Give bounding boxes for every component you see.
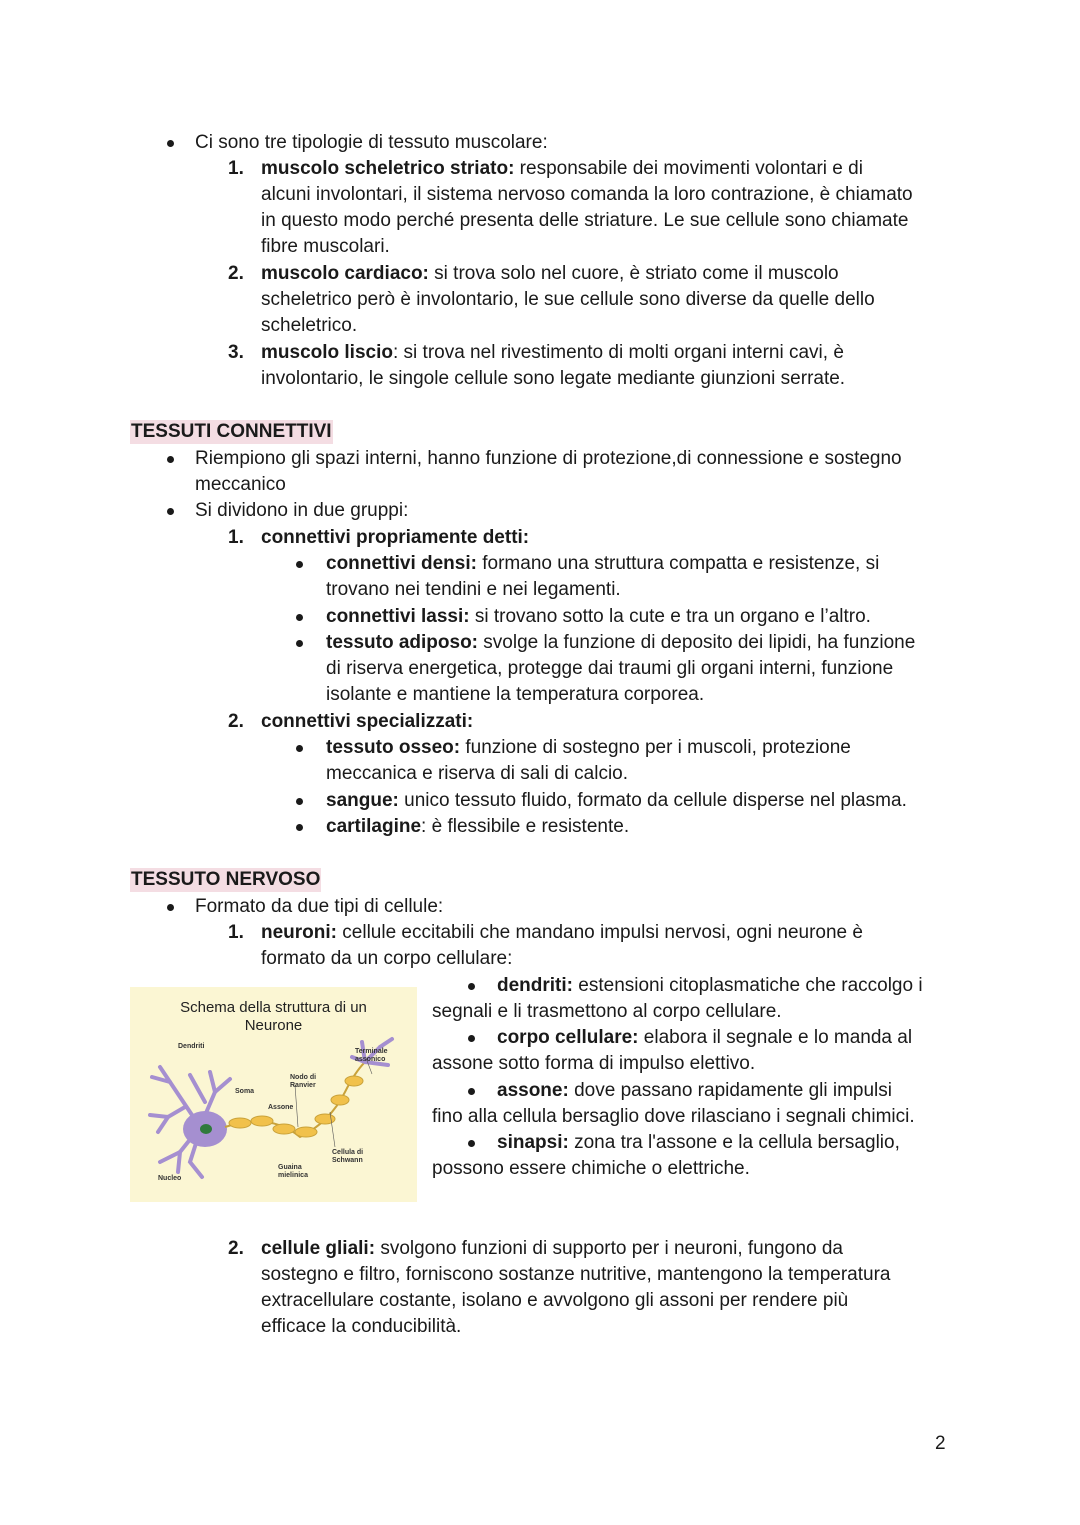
label-terminale-1: Terminale [355,1048,388,1055]
connective-bullet-1-line-1: Riempiono gli spazi interni, hanno funzione di protezione,di connessione e sostegno [195,448,902,469]
text: estensioni citoplasmatiche che raccolgo i [573,975,923,996]
term: muscolo liscio [261,342,393,363]
term: cellule gliali: [261,1238,376,1259]
term: sangue: [326,790,399,811]
bullet-dot [468,1140,475,1147]
bullet-dot [167,508,174,515]
muscle-item-1-line-2: alcuni involontari, il sistema nervoso comanda la loro contrazione, è chiamato [261,184,913,205]
text: elabora il segnale e lo manda al [638,1027,913,1048]
glia-line-3: extracellulare costante, isolano e avvolgono gli assoni per rendere più [261,1290,849,1311]
cartilage-line-1 [326,814,629,840]
term: corpo cellulare: [497,1027,639,1048]
text: zona tra l'assone e la cellula bersaglio, [568,1132,900,1153]
axon-line-1 [497,1078,892,1104]
adipose-line-2: di riserva energetica, protegge dai traumi gli organi interni, funzione [326,658,894,679]
section-heading-nervous: TESSUTO NERVOSO [131,869,321,890]
connective-bullet-1-line-2: meccanico [195,474,286,495]
label-nucleo: Nucleo [158,1175,182,1182]
glia-line-1 [261,1236,843,1262]
list-number: 1. [228,527,244,548]
term: muscolo scheletrico striato: [261,158,515,179]
muscle-item-2-line-3: scheletrico. [261,315,358,336]
bullet-dot [296,745,303,752]
neuron-diagram [130,987,417,1202]
section-heading-connective: TESSUTI CONNETTIVI [131,421,332,442]
text: unico tessuto fluido, formato da cellule disperse nel plasma. [398,790,907,811]
term: connettivi lassi: [326,606,470,627]
group-1-title: connettivi propriamente detti: [261,527,530,548]
muscle-item-2-line-2: scheletrico però è involontario, le sue cellule sono diverse da quelle dello [261,289,875,310]
list-number: 3. [228,342,244,363]
label-guaina-2: mielinica [278,1172,308,1179]
muscle-item-2-line-1 [261,261,839,287]
muscle-item-1-line-4: fibre muscolari. [261,236,390,257]
label-schwann-2: Schwann [332,1157,363,1164]
term: connettivi densi: [326,553,477,574]
muscle-intro: Ci sono tre tipologie di tessuto muscolare: [195,132,548,153]
list-number: 1. [228,158,244,179]
adipose-line-1 [326,630,915,656]
list-number: 2. [228,711,244,732]
term: neuroni: [261,922,337,943]
axon-line-2: fino alla cellula bersaglio dove rilasciano i segnali chimici. [432,1106,915,1127]
bullet-dot [167,904,174,911]
bullet-dot [296,798,303,805]
loose-line-1 [326,604,871,630]
term: dendriti: [497,975,573,996]
bullet-dot [167,140,174,147]
neurons-line-2: formato da un corpo cellulare: [261,948,513,969]
text: dove passano rapidamente gli impulsi [568,1080,892,1101]
bullet-dot [468,1035,475,1042]
glia-line-2: sostegno e filtro, forniscono sostanze nutritive, mantengono la temperatura [261,1264,891,1285]
group-2-title: connettivi specializzati: [261,711,474,732]
adipose-line-3: isolante e mantiene la temperatura corporea. [326,684,705,705]
text: svolgono funzioni di supporto per i neuroni, fungono da [375,1238,843,1259]
label-soma: Soma [235,1088,255,1095]
muscle-item-3-line-1 [261,340,844,366]
synapse-line-2: possono essere chimiche o elettriche. [432,1158,750,1179]
list-number: 2. [228,263,244,284]
term: muscolo cardiaco: [261,263,429,284]
cell-body-line-1 [497,1025,912,1051]
bullet-dot [167,456,174,463]
term: cartilagine [326,816,422,837]
neurons-line-1 [261,920,863,946]
bone-line-1 [326,735,851,761]
glia-line-4: efficace la conducibilità. [261,1316,462,1337]
page-number: 2 [935,1433,946,1454]
neuron-illustration [130,987,417,1202]
term: tessuto adiposo: [326,632,479,653]
nervous-bullet-1: Formato da due tipi di cellule: [195,896,444,917]
label-assone: Assone [268,1104,294,1111]
text: : è flessibile e resistente. [421,816,630,837]
text: responsabile dei movimenti volontari e di [514,158,863,179]
label-terminale-2: assonico [355,1056,386,1063]
figure-title-line-2: Neurone [244,1017,303,1034]
connective-bullet-2: Si dividono in due gruppi: [195,500,409,521]
muscle-item-1-line-1 [261,156,863,182]
label-nodo-2: Ranvier [290,1082,316,1089]
text: : si trova nel rivestimento di molti organi interni cavi, è [392,342,844,363]
label-schwann-1: Cellula di [332,1149,364,1156]
cell-body-line-2: assone sotto forma di impulso elettivo. [432,1053,756,1074]
bullet-dot [468,983,475,990]
text: si trovano sotto la cute e tra un organo e l’altro. [469,606,871,627]
list-number: 2. [228,1238,244,1259]
bullet-dot [296,640,303,647]
bullet-dot [296,614,303,621]
muscle-item-3-line-2: involontario, le singole cellule sono legate mediante giunzioni serrate. [261,368,846,389]
term: tessuto osseo: [326,737,461,758]
label-guaina-1: Guaina [278,1164,302,1171]
list-number: 1. [228,922,244,943]
term: sinapsi: [497,1132,569,1153]
text: svolge la funzione di deposito dei lipidi, ha funzione [478,632,916,653]
label-nodo-1: Nodo di [290,1074,317,1081]
bullet-dot [296,824,303,831]
term: assone: [497,1080,569,1101]
text: formano una struttura compatta e resistenze, si [476,553,880,574]
bullet-dot [468,1088,475,1095]
muscle-item-1-line-3: in questo modo perché presenta delle striature. Le sue cellule sono chiamate [261,210,909,231]
synapse-line-1 [497,1130,900,1156]
blood-line-1 [326,788,907,814]
dense-line-2: trovano nei tendini e nei legamenti. [326,579,621,600]
text: funzione di sostegno per i muscoli, protezione [460,737,851,758]
figure-title-line-1: Schema della struttura di un [180,999,367,1016]
text: cellule eccitabili che mandano impulsi nervosi, ogni neurone è [337,922,863,943]
label-dendriti: Dendriti [178,1043,205,1050]
bullet-dot [296,561,303,568]
nucleus-shape [200,1124,212,1134]
dense-line-1 [326,551,879,577]
dendrites-line-1 [497,973,923,999]
bone-line-2: meccanica e riserva di sali di calcio. [326,763,629,784]
dendrites-line-2: segnali e li trasmettono al corpo cellulare. [432,1001,782,1022]
text: si trova solo nel cuore, è striato come il muscolo [428,263,839,284]
